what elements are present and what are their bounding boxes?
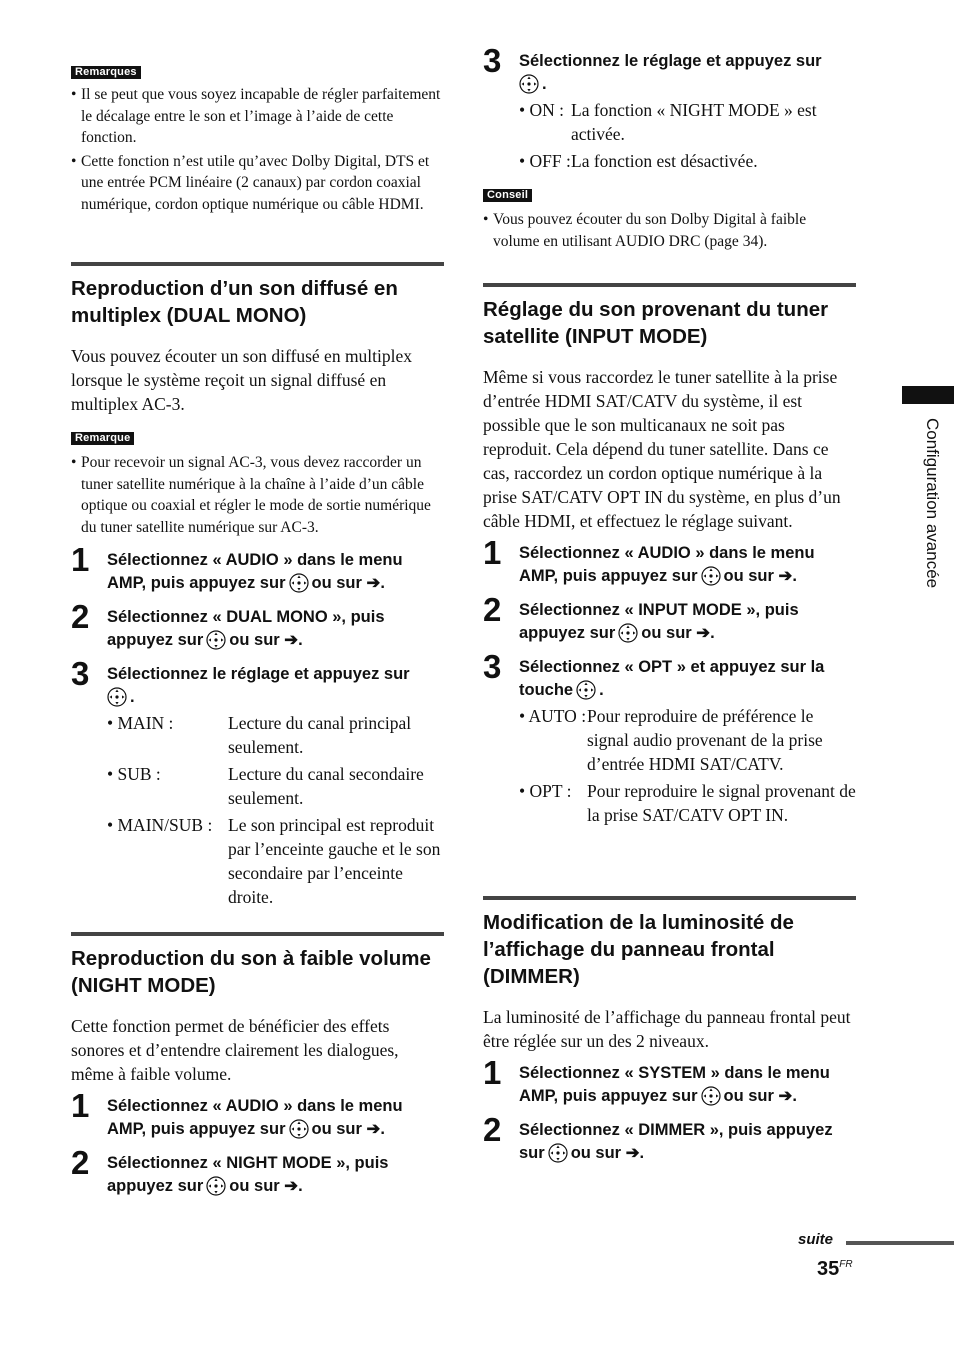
step-text-part: . [542, 75, 547, 93]
step-number: 2 [71, 1144, 90, 1181]
step-text-part: Sélectionnez « OPT » et appuyez sur la touche [519, 658, 825, 699]
step [71, 655, 444, 709]
step-text [519, 1062, 856, 1108]
remarque-item: • Cette fonction n’est utile qu’avec Dolby Digital, DTS et une entrée PCM linéaire (2 canaux) par cordon coaxial numérique, cordon optique numérique ou câble HDMI. [71, 151, 444, 216]
option-item [107, 711, 444, 759]
option-key: • OPT : [519, 781, 572, 801]
night-mode-continued [483, 42, 856, 252]
option-item [519, 149, 856, 173]
remarque-list [71, 452, 444, 538]
enter-icon [107, 687, 127, 707]
step [483, 591, 856, 645]
step-text-part: Sélectionnez « INPUT MODE », puis appuyez sur [519, 601, 799, 642]
continued-label: suite [798, 1231, 834, 1248]
step-text [519, 50, 856, 96]
step-text-part: Sélectionnez « AUDIO » dans le menu AMP, puis appuyez sur [107, 1097, 403, 1138]
step-text-part: Sélectionnez « DUAL MONO », puis appuyez sur [107, 608, 385, 649]
step-number: 1 [71, 541, 90, 578]
step-text [107, 549, 444, 595]
section-title: Modification de la luminosité de l’affichage du panneau frontal (DIMMER) [483, 896, 856, 990]
remarques-list [71, 84, 444, 215]
step-text-part: Sélectionnez « AUDIO » dans le menu AMP, puis appuyez sur [519, 544, 815, 585]
dimmer-section [483, 896, 856, 1165]
remarque-block [71, 428, 444, 446]
step-text-part: ou sur ➔. [570, 1144, 645, 1162]
step-number: 2 [71, 598, 90, 635]
option-item [519, 704, 856, 776]
step-text [107, 1152, 444, 1198]
option-value: Pour reproduire de préférence le signal audio provenant de la prise d’entrée HDMI SAT/CATV. [587, 706, 823, 774]
step-text-part: ou sur ➔. [311, 1120, 385, 1138]
option-value: Lecture du canal principal seulement. [228, 713, 412, 757]
step [483, 1111, 856, 1165]
step-text [519, 656, 856, 702]
step [483, 1054, 856, 1108]
continued-rule [846, 1241, 954, 1245]
option-key: • SUB : [107, 764, 161, 784]
enter-icon [548, 1143, 568, 1163]
option-key: • AUTO : [519, 706, 587, 726]
option-item [107, 762, 444, 810]
step-text-part: ou sur ➔. [311, 574, 385, 592]
step-text-part: Sélectionnez « AUDIO » dans le menu AMP, puis appuyez sur [107, 551, 403, 592]
section-intro: Même si vous raccordez le tuner satellite à la prise d’entrée HDMI SAT/CATV du système, il est possible que le son multicanaux ne soit pas reproduit. Cela dépend du tuner satellite. Dans ce cas, raccordez un cordon optique numérique à la prise SAT/CATV OPT IN du système, en plus d’un câble HDMI, et effectuez le réglage suivant. [483, 367, 841, 531]
side-tab-marker [902, 386, 954, 404]
remarque-item: • Il se peut que vous soyez incapable de régler parfaitement le décalage entre le son et l’image à l’aide de cette fonction. [71, 84, 444, 149]
conseil-block [483, 185, 856, 203]
section-intro: Cette fonction permet de bénéficier des effets sonores et d’entendre clairement les dialogues, même à faible volume. [71, 1016, 399, 1084]
side-tab-label: Configuration avancée [923, 418, 942, 589]
step-text-part: . [130, 688, 135, 706]
step-number: 2 [483, 1111, 502, 1148]
page-number-value: 35 [817, 1258, 840, 1280]
step-text-part: ou sur ➔. [641, 624, 715, 642]
step-number: 1 [483, 1054, 502, 1091]
step-number: 3 [483, 42, 502, 79]
step-text-part: ou sur ➔. [229, 1177, 303, 1195]
conseil-list [483, 209, 856, 252]
enter-icon [701, 566, 721, 586]
step [71, 1087, 444, 1141]
step-text [519, 1119, 856, 1165]
step-text-part: Sélectionnez « NIGHT MODE », puis appuyez sur [107, 1154, 389, 1195]
option-key: • MAIN : [107, 713, 174, 733]
conseil-item: • Vous pouvez écouter du son Dolby Digital à faible volume en utilisant AUDIO DRC (page 34). [483, 209, 856, 252]
remarque-item: • Pour recevoir un signal AC-3, vous devez raccorder un tuner satellite numérique à la chaîne à l’aide d’un câble optique ou coaxial et régler le mode de sortie numérique du tuner satellite numérique sur AC-3. [71, 452, 444, 538]
step [483, 534, 856, 588]
option-key: • OFF : [519, 151, 571, 171]
step-number: 1 [483, 534, 502, 571]
section-title: Reproduction du son à faible volume (NIGHT MODE) [71, 932, 444, 999]
option-key: • MAIN/SUB : [107, 815, 213, 835]
step-text [107, 606, 444, 652]
remarque-tag: Remarque [71, 432, 134, 445]
options-list [519, 98, 856, 173]
step [71, 1144, 444, 1198]
step [71, 598, 444, 652]
section-intro: Vous pouvez écouter un son diffusé en multiplex lorsque le système reçoit un signal diffusé en multiplex AC-3. [71, 346, 413, 414]
conseil-tag: Conseil [483, 189, 532, 202]
step-text-part: ou sur ➔. [723, 567, 797, 585]
enter-icon [701, 1086, 721, 1106]
enter-icon [618, 623, 638, 643]
step [483, 42, 856, 96]
step-text-part: ou sur ➔. [723, 1087, 797, 1105]
step-number: 3 [71, 655, 90, 692]
step-number: 3 [483, 648, 502, 685]
step-text-part: Sélectionnez le réglage et appuyez sur [519, 52, 822, 70]
page-language-suffix: FR [839, 1259, 853, 1270]
step-text-part: . [599, 681, 604, 699]
remarques-block [71, 62, 141, 80]
step-text [519, 542, 856, 588]
step-text-part: Sélectionnez « DIMMER », puis appuyez sur [519, 1121, 833, 1162]
option-value: Pour reproduire le signal provenant de la prise SAT/CATV OPT IN. [587, 781, 856, 825]
step-text-part: Sélectionnez « SYSTEM » dans le menu AMP, puis appuyez sur [519, 1064, 830, 1105]
page-number [817, 1258, 853, 1281]
enter-icon [519, 74, 539, 94]
option-value: Lecture du canal secondaire seulement. [228, 764, 424, 808]
step-text-part: Sélectionnez le réglage et appuyez sur [107, 665, 410, 683]
step-number: 2 [483, 591, 502, 628]
options-list [519, 704, 856, 827]
step [71, 541, 444, 595]
option-item [519, 98, 856, 146]
step-text [107, 1095, 444, 1141]
option-value: La fonction « NIGHT MODE » est activée. [571, 100, 817, 144]
step-text-part: ou sur ➔. [229, 631, 303, 649]
input-mode-section [483, 283, 856, 830]
enter-icon [206, 1176, 226, 1196]
option-value: La fonction est désactivée. [571, 151, 758, 171]
night-mode-section [71, 932, 444, 1198]
enter-icon [289, 1119, 309, 1139]
section-intro: La luminosité de l’affichage du panneau frontal peut être réglée sur un des 2 niveaux. [483, 1007, 851, 1051]
option-key: • ON : [519, 100, 565, 120]
enter-icon [576, 680, 596, 700]
option-item [519, 779, 856, 827]
section-title: Reproduction d’un son diffusé en multiplex (DUAL MONO) [71, 262, 444, 329]
section-title: Réglage du son provenant du tuner satellite (INPUT MODE) [483, 283, 856, 350]
option-value: Le son principal est reproduit par l’enceinte gauche et le son secondaire par l’enceinte droite. [228, 815, 441, 907]
step-number: 1 [71, 1087, 90, 1124]
step [483, 648, 856, 702]
step-text [107, 663, 444, 709]
step-text [519, 599, 856, 645]
enter-icon [206, 630, 226, 650]
enter-icon [289, 573, 309, 593]
option-item [107, 813, 444, 909]
options-list [107, 711, 444, 909]
remarques-tag: Remarques [71, 66, 141, 79]
dual-mono-section [71, 262, 444, 912]
